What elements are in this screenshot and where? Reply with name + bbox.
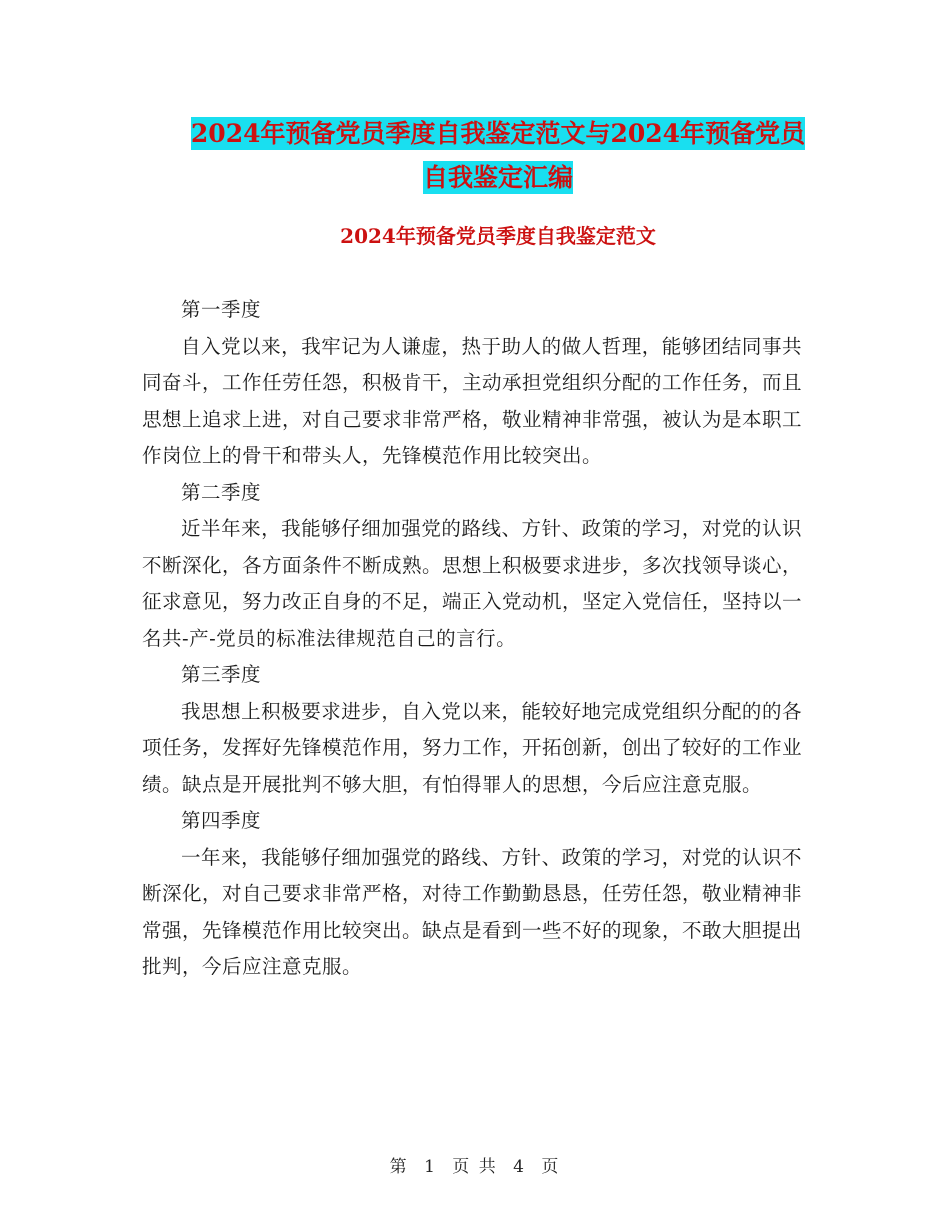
- footer-prefix: 第: [389, 1157, 409, 1177]
- paragraph-q1: 自入党以来，我牢记为人谦虚，热于助人的做人哲理，能够团结同事共同奋斗，工作任劳任怨，积极肯干，主动承担党组织分配的工作任务，而且思想上追求上进，对自己要求非常严格，敬业精神非常强，被认为是本职工作岗位上的骨干和带头人，先锋模范作用比较突出。: [142, 334, 803, 467]
- footer-suffix: 页: [541, 1157, 561, 1177]
- heading-q2: 第二季度: [181, 480, 262, 504]
- section-title: 2024年预备党员季度自我鉴定范文: [340, 224, 656, 248]
- footer-total-pages: 4: [513, 1157, 526, 1177]
- footer-current-page: 1: [424, 1157, 437, 1177]
- document-title-line1: 2024年预备党员季度自我鉴定范文与2024年预备党员: [190, 119, 806, 148]
- paragraph-q2: 近半年来，我能够仔细加强党的路线、方针、政策的学习，对党的认识不断深化，各方面条件不断成熟。思想上积极要求进步，多次找领导谈心，征求意见，努力改正自身的不足，端正入党动机，坚定入党信任，坚持以一名共-产-党员的标准法律规范自己的言行。: [142, 517, 803, 650]
- paragraph-q4: 一年来，我能够仔细加强党的路线、方针、政策的学习，对党的认识不断深化，对自己要求非常严格，对待工作勤勤恳恳，任劳任怨，敬业精神非常强，先锋模范作用比较突出。缺点是看到一些不好的现象，不敢大胆提出批判，今后应注意克服。: [142, 845, 803, 978]
- document-title: [140, 112, 856, 200]
- footer-middle: 页 共: [452, 1157, 498, 1177]
- document-title-line2: 自我鉴定汇编: [422, 163, 573, 192]
- heading-q4: 第四季度: [181, 809, 262, 832]
- heading-q3: 第三季度: [181, 663, 262, 686]
- heading-q1: 第一季度: [181, 298, 262, 321]
- document-body: [142, 292, 802, 986]
- page-footer: [0, 1152, 950, 1177]
- paragraph-q3: 我思想上积极要求进步，自入党以来，能较好地完成党组织分配的的各项任务，发挥好先锋模范作用，努力工作，开拓创新，创出了较好的工作业绩。缺点是开展批判不够大胆，有怕得罪人的思想，今后应注意克服。: [142, 699, 803, 796]
